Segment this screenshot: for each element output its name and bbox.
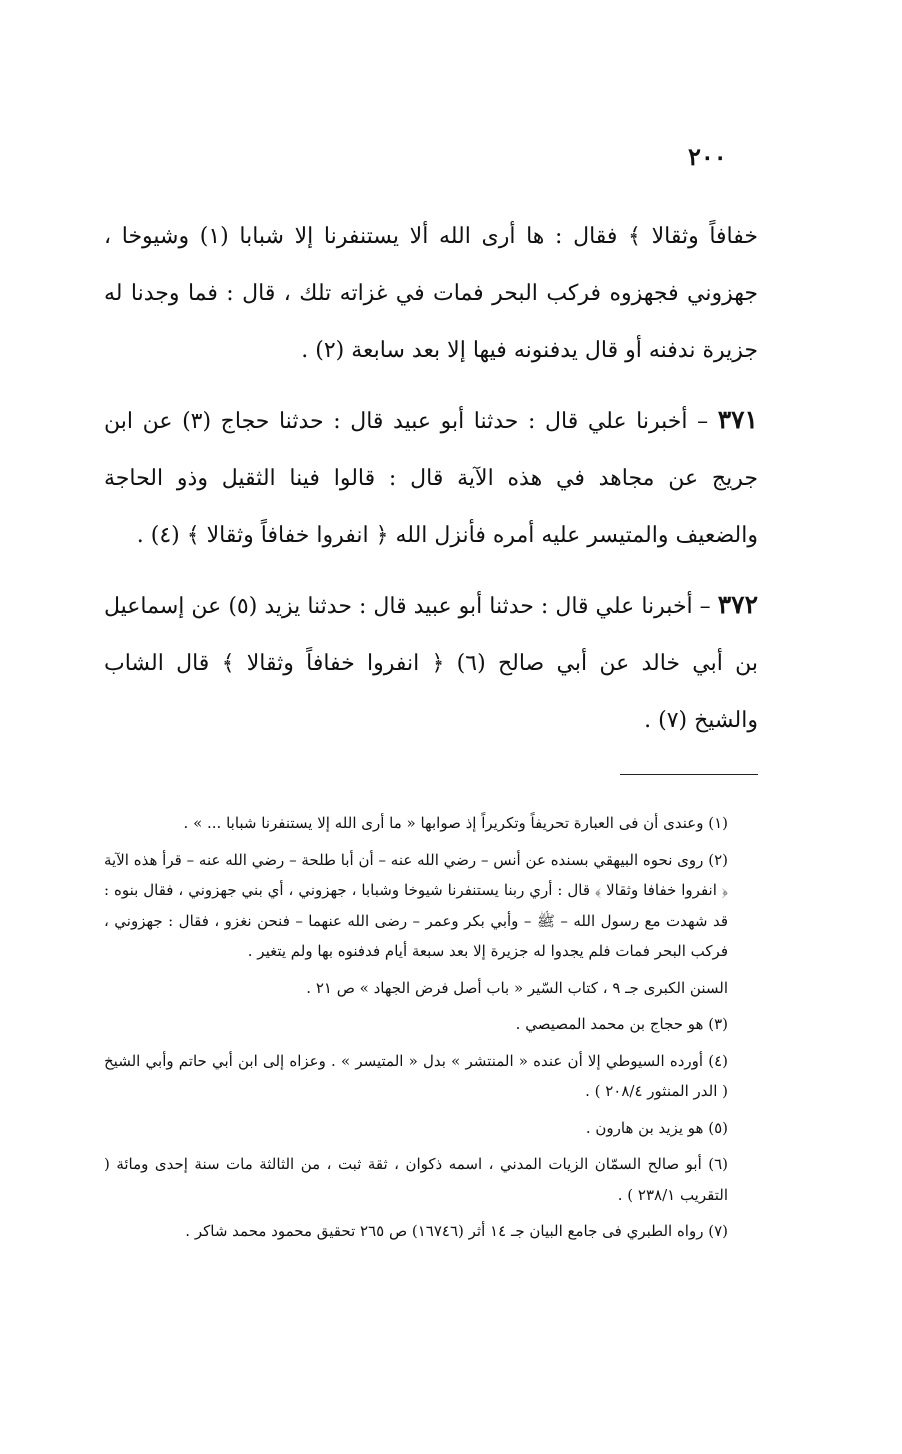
paragraph-text: – أخبرنا علي قال : حدثنا أبو عبيد قال : حدثنا حجاج (٣) عن ابن جريج عن مجاهد في هذه الآية قال : قالوا فينا الثقيل وذو الحاجة والضعيف والمتيسر عليه أمره فأنزل الله ﴿ انفروا خفافاً وثقالا ﴾ (٤) . <box>104 409 758 548</box>
footnotes <box>104 808 758 1253</box>
footnote-divider <box>620 774 758 775</box>
footnote-4: (٤) أورده السيوطي إلا أن عنده « المنتشر » بدل « المتيسر » . وعزاه إلى ابن أبي حاتم وأبي الشيخ ( الدر المنثور ٢٠٨/٤ ) . <box>104 1051 728 1100</box>
hadith-number: ٣٧٢ <box>717 590 759 619</box>
paragraph-371 <box>104 391 758 564</box>
page-number: ٢٠٠ <box>688 142 727 171</box>
paragraph-continuation: خفافاً وثقالا ﴾ فقال : ها أرى الله ألا يستنفرنا إلا شبابا (١) وشيوخا ، جهزوني فجهزوه فركب البحر فمات في غزاته تلك ، قال : فما وجدنا له جزيرة ندفنه أو قال يدفنونه فيها إلا بعد سابعة (٢) . <box>104 224 758 363</box>
footnote-2-source: السنن الكبرى جـ ٩ ، كتاب السّير « باب أصل فرض الجهاد » ص ٢١ . <box>306 978 728 997</box>
footnote-7: (٧) رواه الطبري فى جامع البيان جـ ١٤ أثر (١٦٧٤٦) ص ٢٦٥ تحقيق محمود محمد شاكر . <box>185 1222 728 1240</box>
footnote-1: (١) وعندى أن فى العبارة تحريفاً وتكريراً إذ صوابها « ما أرى الله إلا يستنفرنا شبابا ... » . <box>183 814 728 832</box>
hadith-number: ٣٧١ <box>717 405 758 434</box>
footnote-5: (٥) هو يزيد بن هارون . <box>585 1118 728 1137</box>
paragraph-text: – أخبرنا علي قال : حدثنا أبو عبيد قال : حدثنا يزيد (٥) عن إسماعيل بن أبي خالد عن أبي صالح (٦) ﴿ انفروا خفافاً وثقالا ﴾ قال الشاب والشيخ (٧) . <box>104 594 758 733</box>
footnote-6: (٦) أبو صالح السمّان الزيات المدني ، اسمه ذكوان ، ثقة ثبت ، من الثالثة مات سنة إحدى ومائة ( التقريب ٢٣٨/١ ) . <box>104 1155 728 1204</box>
footnote-3: (٣) هو حجاج بن محمد المصيصي . <box>515 1015 728 1033</box>
paragraph-372 <box>104 576 758 749</box>
footnote-2: (٢) روى نحوه البيهقي بسنده عن أنس – رضي الله عنه – أن أبا طلحة – رضي الله عنه – قرأ هذه الآية ﴿ انفروا خفافا وثقالا ﴾ قال : أري ربنا يستنفرنا شيوخا وشبابا ، جهزوني ، أي بني جهزوني ، فقال بنوه : قد شهدت مع رسول الله – ﷺ – وأبي بكر وعمر – رضى الله عنهما – فنحن نغزو ، فقال : جهزوني ، فركب البحر فمات فلم يجدوا له جزيرة إلا بعد سبعة أيام فدفنوه بها ولم يتغير . <box>104 850 728 960</box>
main-text <box>104 208 758 761</box>
